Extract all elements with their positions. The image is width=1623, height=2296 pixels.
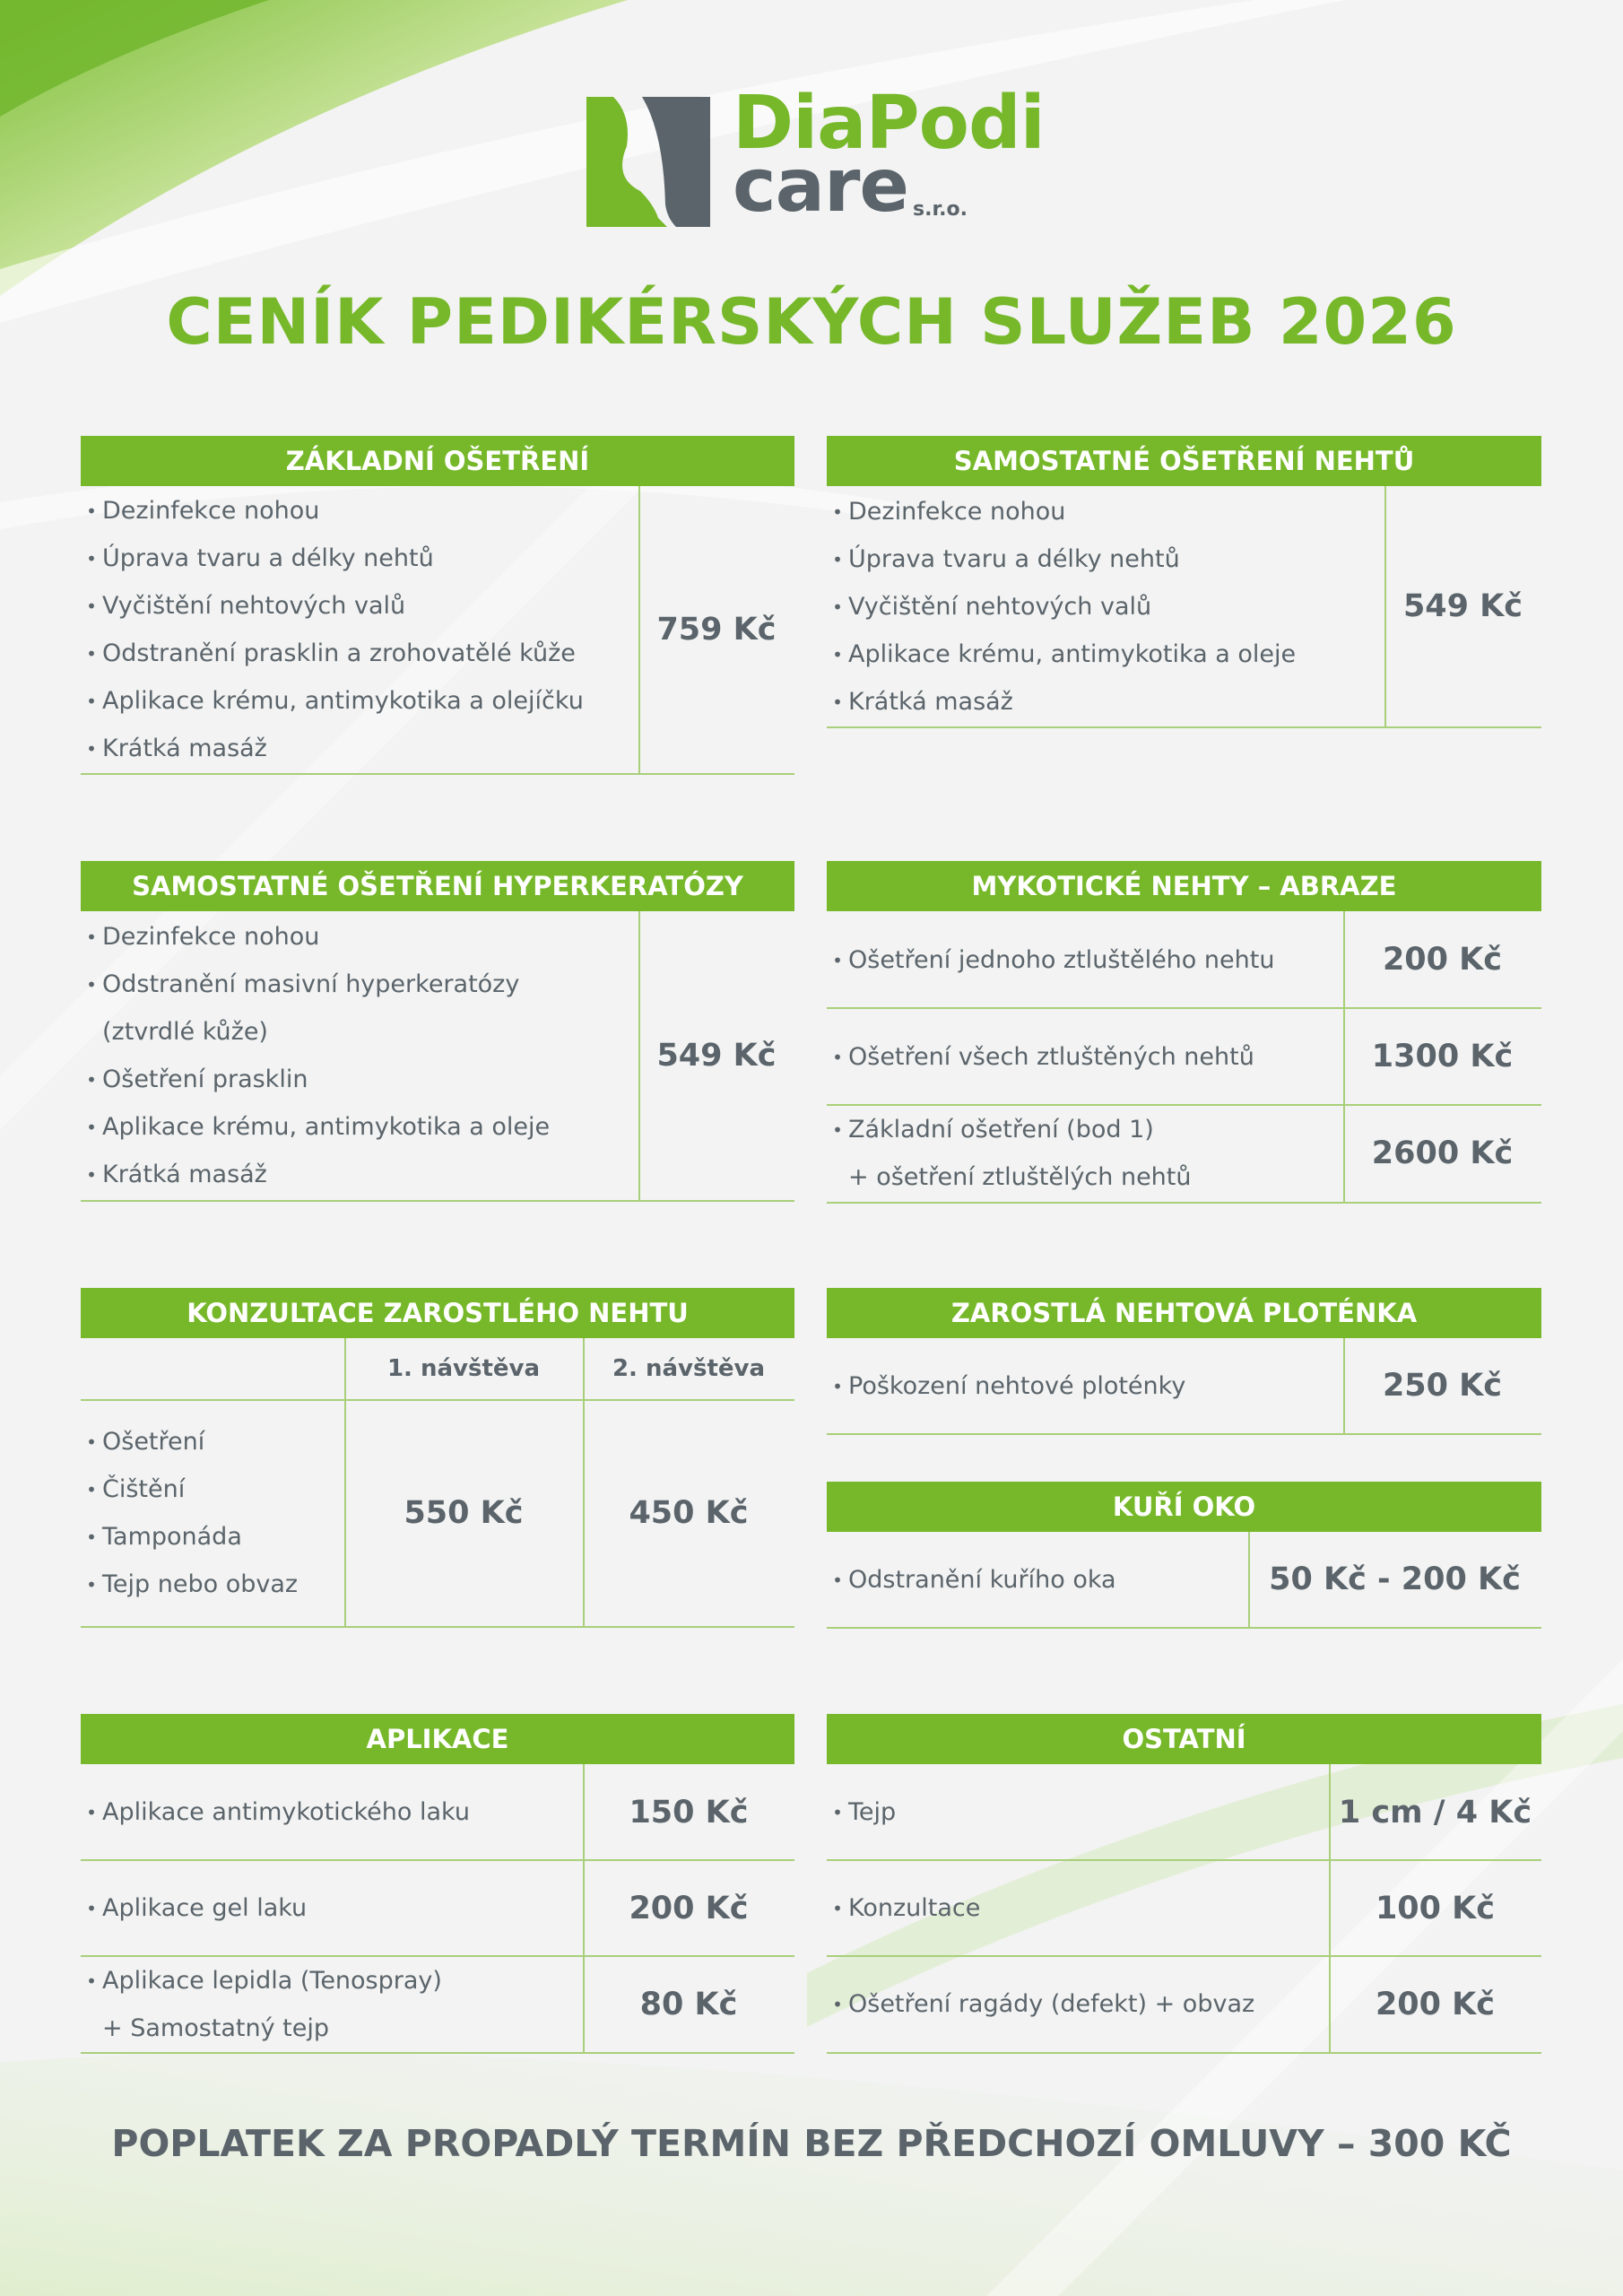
bullet-icon: • xyxy=(86,596,97,617)
bullet-icon: • xyxy=(832,1569,843,1591)
item-text: Odstranění prasklin a zrohovatělé kůže xyxy=(102,639,576,667)
list-item xyxy=(827,631,1296,679)
column-header: 2. návštěva xyxy=(612,1355,766,1382)
list-item xyxy=(81,2005,329,2052)
price-section xyxy=(81,436,794,775)
logo-text-diapodi: DiaPodi xyxy=(733,81,1045,166)
row-divider xyxy=(827,1859,1541,1861)
logo-text-sro: s.r.o. xyxy=(913,198,968,221)
price: 200 Kč xyxy=(1375,1986,1496,2022)
bullet-icon: • xyxy=(86,926,97,948)
item-text: Základní ošetření (bod 1) xyxy=(848,1116,1154,1144)
price: 200 Kč xyxy=(629,1890,749,1926)
item-text: Aplikace krému, antimykotika a oleje xyxy=(102,1113,551,1141)
price: 549 Kč xyxy=(656,1038,777,1074)
bullet-icon: • xyxy=(832,1802,843,1823)
list-item xyxy=(827,1153,1192,1201)
price-section xyxy=(827,436,1541,728)
price: 150 Kč xyxy=(629,1794,749,1831)
list-item xyxy=(827,488,1065,536)
list-item xyxy=(81,630,576,678)
row-divider xyxy=(81,1955,794,1957)
page-title: CENÍK PEDIKÉRSKÝCH SLUŽEB 2026 xyxy=(166,285,1457,359)
price-section xyxy=(827,1714,1541,2054)
section-body xyxy=(81,911,794,1202)
list-item xyxy=(81,1151,267,1199)
section-body xyxy=(827,1338,1541,1435)
list-item xyxy=(827,936,1274,985)
section-body xyxy=(827,1532,1541,1629)
row-divider xyxy=(827,1955,1541,1957)
section-header: KONZULTACE ZAROSTLÉHO NEHTU xyxy=(81,1288,794,1338)
bullet-icon: • xyxy=(86,1802,97,1823)
item-text: Tejp xyxy=(848,1798,897,1826)
item-text: Tamponáda xyxy=(102,1522,242,1551)
list-item xyxy=(827,1106,1154,1154)
section-body xyxy=(827,486,1541,728)
list-item xyxy=(81,1103,550,1152)
item-text: Ošetření jednoho ztluštělého nehtu xyxy=(848,945,1275,974)
price: 550 Kč xyxy=(404,1494,524,1531)
item-text: Konzultace xyxy=(848,1894,981,1922)
list-item xyxy=(81,1513,242,1561)
section-body xyxy=(81,1764,794,2054)
list-item xyxy=(81,1884,307,1933)
price-section xyxy=(81,861,794,1202)
bullet-icon: • xyxy=(832,949,843,971)
bullet-icon: • xyxy=(86,1117,97,1138)
item-text: Krátká masáž xyxy=(102,1161,267,1188)
item-text: Odstranění masivní hyperkeratózy xyxy=(102,970,520,998)
bullet-icon: • xyxy=(86,548,97,570)
bullet-icon: • xyxy=(86,1526,97,1548)
section-header: ZAROSTLÁ NEHTOVÁ PLOTÉNKA xyxy=(827,1288,1541,1338)
list-item xyxy=(81,725,267,773)
price-section xyxy=(827,1482,1541,1629)
price: 2600 Kč xyxy=(1371,1135,1514,1171)
section-header: OSTATNÍ xyxy=(827,1714,1541,1764)
bullet-icon: • xyxy=(832,500,843,523)
price: 50 Kč - 200 Kč xyxy=(1269,1561,1521,1597)
list-item xyxy=(827,1788,896,1837)
logo xyxy=(586,81,1053,231)
item-text: Aplikace krému, antimykotika a olejíčku xyxy=(102,687,584,715)
bullet-icon: • xyxy=(86,1573,97,1596)
section-body xyxy=(81,1338,794,1628)
section-body xyxy=(827,1764,1541,2054)
list-item xyxy=(81,1788,470,1837)
bullet-icon: • xyxy=(86,500,97,522)
section-header: ZÁKLADNÍ OŠETŘENÍ xyxy=(81,436,794,486)
list-item xyxy=(81,913,319,961)
item-text: Ošetření xyxy=(102,1427,205,1456)
list-item xyxy=(81,1418,204,1466)
price: 759 Kč xyxy=(656,612,777,648)
item-text: Ošetření ragády (defekt) + obvaz xyxy=(848,1990,1255,2018)
section-header: SAMOSTATNÉ OŠETŘENÍ HYPERKERATÓZY xyxy=(81,861,794,911)
item-text: + ošetření ztluštělých nehtů xyxy=(848,1163,1192,1191)
price-section xyxy=(81,1714,794,2054)
list-item xyxy=(827,583,1151,631)
item-text: Ošetření prasklin xyxy=(102,1065,308,1093)
price: 100 Kč xyxy=(1375,1890,1496,1926)
list-item xyxy=(827,1362,1185,1411)
list-item xyxy=(81,1957,442,2005)
list-item xyxy=(81,961,519,1009)
section-body xyxy=(827,911,1541,1204)
foot-logo-icon xyxy=(586,97,721,227)
list-item xyxy=(827,1033,1254,1082)
bullet-icon: • xyxy=(86,974,97,996)
bullet-icon: • xyxy=(86,1478,97,1500)
list-item xyxy=(81,1561,298,1609)
list-item xyxy=(81,677,584,726)
item-text: Krátká masáž xyxy=(848,687,1013,716)
item-text: Čištění xyxy=(102,1474,186,1503)
price-section xyxy=(827,1288,1541,1435)
list-item xyxy=(827,1556,1116,1605)
price-section xyxy=(827,861,1541,1204)
item-text: Vyčištění nehtových valů xyxy=(848,592,1152,621)
item-text: Vyčištění nehtových valů xyxy=(102,592,406,620)
bullet-icon: • xyxy=(832,1119,843,1141)
price: 1 cm / 4 Kč xyxy=(1338,1794,1532,1831)
row-divider xyxy=(81,1859,794,1861)
item-text: Ošetření všech ztluštěných nehtů xyxy=(848,1042,1254,1071)
item-text: Aplikace gel laku xyxy=(102,1894,308,1922)
item-text: Poškození nehtové ploténky xyxy=(848,1371,1186,1400)
item-text: + Samostatný tejp xyxy=(102,2013,330,2042)
item-text: (ztvrdlé kůže) xyxy=(102,1018,268,1046)
list-item xyxy=(81,487,319,535)
bullet-icon: • xyxy=(86,1970,97,1992)
no-show-fee-note: POPLATEK ZA PROPADLÝ TERMÍN BEZ PŘEDCHOZÍ OMLUVY – 300 KČ xyxy=(111,2122,1512,2165)
section-header: SAMOSTATNÉ OŠETŘENÍ NEHTŮ xyxy=(827,436,1541,486)
row-divider xyxy=(827,1104,1541,1106)
column-header: 1. návštěva xyxy=(386,1355,541,1382)
list-item xyxy=(81,1465,185,1514)
bullet-icon: • xyxy=(832,643,843,665)
row-divider xyxy=(827,1007,1541,1009)
price: 549 Kč xyxy=(1402,588,1523,624)
bullet-icon: • xyxy=(86,1164,97,1186)
section-body xyxy=(81,486,794,775)
bullet-icon: • xyxy=(86,1898,97,1919)
bullet-icon: • xyxy=(832,548,843,570)
bullet-icon: • xyxy=(832,1994,843,2015)
item-text: Aplikace lepidla (Tenospray) xyxy=(102,1966,442,1995)
section-header: MYKOTICKÉ NEHTY – ABRAZE xyxy=(827,861,1541,911)
list-item xyxy=(81,535,434,583)
item-text: Úprava tvaru a délky nehtů xyxy=(848,544,1180,573)
item-text: Aplikace antimykotického laku xyxy=(102,1798,470,1826)
bullet-icon: • xyxy=(86,1069,97,1091)
item-text: Krátká masáž xyxy=(102,735,267,762)
item-text: Dezinfekce nohou xyxy=(102,923,320,951)
list-item xyxy=(81,1008,268,1056)
bullet-icon: • xyxy=(832,1046,843,1068)
price: 200 Kč xyxy=(1382,942,1503,978)
price: 250 Kč xyxy=(1382,1368,1503,1404)
bullet-icon: • xyxy=(832,1375,843,1397)
item-text: Dezinfekce nohou xyxy=(848,497,1066,526)
list-item xyxy=(827,678,1013,726)
list-item xyxy=(827,535,1180,584)
bullet-icon: • xyxy=(86,643,97,665)
list-item xyxy=(81,582,405,631)
bullet-icon: • xyxy=(832,691,843,713)
item-text: Dezinfekce nohou xyxy=(102,497,320,525)
item-text: Aplikace krému, antimykotika a oleje xyxy=(848,639,1297,668)
item-text: Úprava tvaru a délky nehtů xyxy=(102,544,434,572)
price-section xyxy=(81,1288,794,1628)
logo-text-care: care xyxy=(733,144,908,229)
bullet-icon: • xyxy=(832,1898,843,1919)
bullet-icon: • xyxy=(832,596,843,618)
item-text: Odstranění kuřího oka xyxy=(848,1565,1116,1594)
price: 450 Kč xyxy=(629,1494,749,1531)
section-header: KUŘÍ OKO xyxy=(827,1482,1541,1532)
list-item xyxy=(827,1884,980,1933)
item-text: Tejp nebo obvaz xyxy=(102,1570,299,1598)
list-item xyxy=(81,1056,308,1104)
bullet-icon: • xyxy=(86,738,97,760)
bullet-icon: • xyxy=(86,1431,97,1453)
price: 1300 Kč xyxy=(1371,1039,1514,1074)
price: 80 Kč xyxy=(639,1986,738,2022)
bullet-icon: • xyxy=(86,691,97,712)
section-header: APLIKACE xyxy=(81,1714,794,1764)
list-item xyxy=(827,1980,1254,2029)
